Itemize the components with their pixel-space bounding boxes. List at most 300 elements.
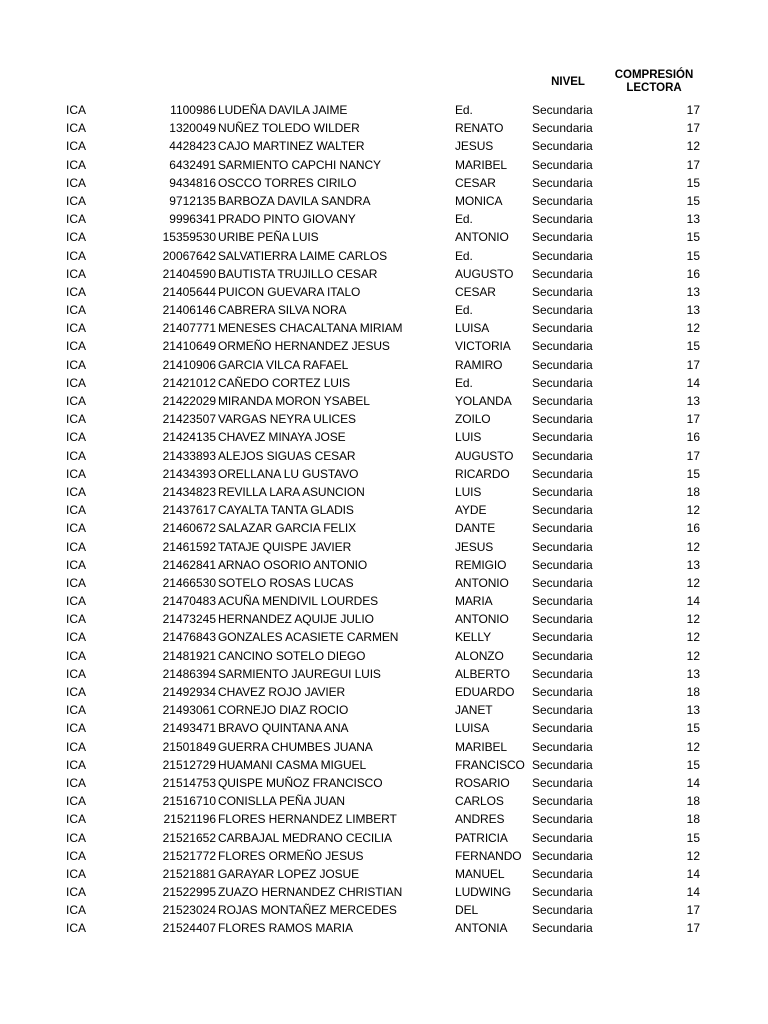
table-row [0,301,768,319]
cell-name: ROJAS MONTAÑEZ MERCEDES [218,903,397,918]
cell-region: ICA [66,830,87,845]
cell-nivel: Secundaria [532,521,593,536]
table-row [0,210,768,228]
header-compresion-line2: LECTORA [626,82,682,94]
cell-score: 17 [686,357,700,372]
header-nivel: NIVEL [551,76,585,88]
cell-score: 17 [686,121,700,136]
cell-name: ALEJOS SIGUAS CESAR [218,448,356,463]
cell-region: ICA [66,266,87,281]
table-body [0,101,768,938]
cell-score: 12 [686,630,700,645]
cell-score: 14 [686,866,700,881]
cell-nivel: Secundaria [532,575,593,590]
cell-score: 15 [686,193,700,208]
cell-extra: AUGUSTO [455,266,514,281]
cell-region: ICA [66,775,87,790]
cell-nivel: Secundaria [532,266,593,281]
cell-nivel: Secundaria [532,903,593,918]
cell-region: ICA [66,866,87,881]
cell-name: SOTELO ROSAS LUCAS [218,575,354,590]
table-row [0,756,768,774]
cell-nivel: Secundaria [532,484,593,499]
cell-name: VARGAS NEYRA ULICES [218,412,356,427]
cell-extra: Ed. [455,103,473,117]
table-row [0,774,768,792]
cell-score: 14 [686,775,700,790]
table-row [0,356,768,374]
cell-code: 21486394 [162,666,216,681]
table-row [0,665,768,683]
cell-code: 21460672 [162,521,216,536]
cell-score: 14 [686,594,700,609]
cell-score: 15 [686,248,700,263]
cell-code: 21523024 [162,903,216,918]
cell-region: ICA [66,412,87,427]
cell-nivel: Secundaria [532,921,593,936]
table-row [0,101,768,119]
table-row [0,519,768,537]
table-row [0,556,768,574]
cell-code: 21521772 [162,848,216,863]
cell-code: 1320049 [169,121,216,136]
cell-region: ICA [66,375,87,390]
cell-extra: CESAR [455,284,496,299]
cell-score: 12 [686,612,700,627]
cell-extra: LUISA [455,721,490,736]
cell-extra: RICARDO [455,466,510,481]
cell-code: 21493471 [162,721,216,736]
cell-code: 21423507 [162,412,216,427]
cell-nivel: Secundaria [532,357,593,372]
cell-nivel: Secundaria [532,612,593,627]
cell-name: CHAVEZ ROJO JAVIER [218,685,346,699]
cell-nivel: Secundaria [532,557,593,572]
cell-extra: ROSARIO [455,775,510,790]
cell-extra: RAMIRO [455,357,503,372]
cell-score: 16 [686,430,700,445]
cell-name: CHAVEZ MINAYA JOSE [218,430,346,445]
cell-score: 14 [686,885,700,900]
cell-name: SARMIENTO JAUREGUI LUIS [218,666,381,681]
cell-extra: CESAR [455,175,496,190]
cell-nivel: Secundaria [532,448,593,463]
table-row [0,792,768,810]
table-row [0,156,768,174]
cell-name: BAUTISTA TRUJILLO CESAR [218,266,378,281]
cell-extra: MARIBEL [455,739,507,754]
cell-region: ICA [66,357,87,372]
cell-code: 21492934 [162,685,216,699]
cell-region: ICA [66,885,87,900]
cell-name: FLORES ORMEÑO JESUS [218,848,364,863]
cell-extra: DANTE [455,521,496,536]
cell-nivel: Secundaria [532,430,593,445]
table-row [0,265,768,283]
cell-score: 12 [686,539,700,554]
cell-name: HUAMANI CASMA MIGUEL [218,757,367,772]
cell-code: 21404590 [162,266,216,281]
table-row [0,847,768,865]
cell-code: 9996341 [169,212,216,227]
cell-nivel: Secundaria [532,885,593,900]
cell-name: URIBE PEÑA LUIS [218,230,319,245]
cell-name: TATAJE QUISPE JAVIER [218,539,352,554]
table-row [0,337,768,355]
cell-name: CABRERA SILVA NORA [218,303,347,318]
cell-region: ICA [66,157,87,172]
cell-code: 21461592 [162,539,216,554]
cell-name: REVILLA LARA ASUNCION [218,484,365,499]
cell-code: 21434823 [162,484,216,499]
cell-region: ICA [66,394,87,408]
cell-region: ICA [66,484,87,499]
cell-region: ICA [66,921,87,936]
cell-region: ICA [66,175,87,190]
table-row [0,829,768,847]
cell-score: 15 [686,830,700,845]
cell-code: 21493061 [162,703,216,718]
cell-score: 13 [686,394,700,408]
cell-name: GARAYAR LOPEZ JOSUE [218,866,360,881]
table-row [0,865,768,883]
cell-nivel: Secundaria [532,503,593,518]
table-row [0,883,768,901]
cell-score: 16 [686,521,700,536]
cell-extra: ANTONIO [455,612,509,627]
cell-code: 21437617 [162,503,216,518]
table-row [0,501,768,519]
cell-extra: MARIA [455,594,493,609]
table-row [0,719,768,737]
cell-region: ICA [66,230,87,245]
cell-region: ICA [66,703,87,718]
cell-region: ICA [66,812,87,827]
cell-extra: LUIS [455,484,482,499]
cell-code: 21470483 [162,594,216,609]
cell-score: 12 [686,848,700,863]
table-row [0,410,768,428]
cell-name: QUISPE MUÑOZ FRANCISCO [218,775,383,790]
cell-score: 15 [686,466,700,481]
table-row [0,465,768,483]
cell-region: ICA [66,848,87,863]
cell-code: 21407771 [162,321,216,336]
header-compresion-lectora [606,69,702,95]
table-row [0,647,768,665]
cell-region: ICA [66,903,87,918]
cell-extra: MARIBEL [455,157,507,172]
cell-code: 6432491 [169,157,216,172]
cell-extra: Ed. [455,212,473,227]
cell-extra: JANET [455,703,493,718]
cell-nivel: Secundaria [532,321,593,336]
cell-extra: ALBERTO [455,666,510,681]
cell-extra: VICTORIA [455,339,511,354]
cell-nivel: Secundaria [532,175,593,190]
cell-name: CAYALTA TANTA GLADIS [218,503,354,518]
cell-score: 18 [686,484,700,499]
cell-score: 13 [686,666,700,681]
cell-score: 13 [686,703,700,718]
cell-code: 21405644 [162,284,216,299]
cell-region: ICA [66,794,87,809]
cell-nivel: Secundaria [532,775,593,790]
cell-region: ICA [66,139,87,154]
cell-nivel: Secundaria [532,412,593,427]
cell-score: 12 [686,321,700,336]
cell-score: 17 [686,412,700,427]
cell-nivel: Secundaria [532,703,593,718]
cell-extra: ALONZO [455,648,504,663]
cell-name: HERNANDEZ AQUIJE JULIO [218,612,374,627]
cell-nivel: Secundaria [532,539,593,554]
table-row [0,483,768,501]
cell-extra: MONICA [455,193,503,208]
table-row [0,137,768,155]
cell-name: MENESES CHACALTANA MIRIAM [218,321,403,336]
cell-region: ICA [66,648,87,663]
cell-region: ICA [66,448,87,463]
cell-code: 21433893 [162,448,216,463]
cell-nivel: Secundaria [532,466,593,481]
table-row [0,247,768,265]
cell-region: ICA [66,193,87,208]
cell-region: ICA [66,248,87,263]
cell-score: 13 [686,303,700,318]
cell-name: BARBOZA DAVILA SANDRA [218,193,371,208]
cell-name: GONZALES ACASIETE CARMEN [218,630,399,645]
cell-region: ICA [66,284,87,299]
cell-name: GUERRA CHUMBES JUANA [218,739,373,754]
cell-extra: EDUARDO [455,685,515,699]
cell-score: 18 [686,685,700,699]
cell-nivel: Secundaria [532,284,593,299]
cell-region: ICA [66,739,87,754]
cell-score: 16 [686,266,700,281]
cell-extra: YOLANDA [455,394,512,408]
table-row [0,919,768,937]
cell-code: 21422029 [162,394,216,408]
cell-code: 21421012 [162,375,216,390]
cell-score: 17 [686,448,700,463]
cell-nivel: Secundaria [532,721,593,736]
cell-nivel: Secundaria [532,248,593,263]
cell-score: 15 [686,721,700,736]
cell-extra: ANTONIO [455,230,509,245]
cell-score: 15 [686,757,700,772]
cell-code: 21512729 [162,757,216,772]
cell-code: 4428423 [169,139,216,154]
table-row [0,119,768,137]
cell-code: 21406146 [162,303,216,318]
table-row [0,192,768,210]
cell-score: 17 [686,903,700,918]
cell-nivel: Secundaria [532,794,593,809]
cell-name: CARBAJAL MEDRANO CECILIA [218,830,392,845]
table-row [0,628,768,646]
cell-nivel: Secundaria [532,212,593,227]
table-row [0,283,768,301]
cell-score: 15 [686,339,700,354]
cell-score: 12 [686,139,700,154]
cell-extra: LUIS [455,430,482,445]
cell-name: LUDEÑA DAVILA JAIME [218,103,348,117]
cell-nivel: Secundaria [532,848,593,863]
cell-score: 17 [686,157,700,172]
cell-extra: LUISA [455,321,490,336]
cell-extra: Ed. [455,303,473,318]
cell-region: ICA [66,557,87,572]
table-row [0,374,768,392]
cell-code: 21476843 [162,630,216,645]
cell-region: ICA [66,121,87,136]
cell-extra: AYDE [455,503,487,518]
table-row [0,738,768,756]
cell-nivel: Secundaria [532,230,593,245]
cell-region: ICA [66,757,87,772]
cell-nivel: Secundaria [532,594,593,609]
table-row [0,683,768,701]
cell-nivel: Secundaria [532,830,593,845]
cell-name: BRAVO QUINTANA ANA [218,721,349,736]
cell-name: CAÑEDO CORTEZ LUIS [218,375,350,390]
cell-code: 21410906 [162,357,216,372]
cell-extra: ANTONIO [455,575,509,590]
header-compresion-line1: COMPRESIÓN [614,69,694,81]
cell-code: 21410649 [162,339,216,354]
cell-nivel: Secundaria [532,193,593,208]
cell-name: FLORES RAMOS MARIA [218,921,353,936]
cell-extra: PATRICIA [455,830,508,845]
cell-region: ICA [66,721,87,736]
cell-extra: FERNANDO [455,848,522,863]
cell-code: 21521652 [162,830,216,845]
cell-name: CONISLLA PEÑA JUAN [218,794,345,809]
cell-extra: ANDRES [455,812,505,827]
cell-code: 21524407 [162,921,216,936]
cell-code: 9712135 [169,193,216,208]
cell-code: 21514753 [162,775,216,790]
cell-score: 18 [686,794,700,809]
cell-extra: FRANCISCO [455,757,525,772]
cell-extra: Ed. [455,248,473,263]
cell-code: 21434393 [162,466,216,481]
cell-score: 13 [686,212,700,227]
cell-extra: MANUEL [455,866,505,881]
cell-code: 21466530 [162,575,216,590]
cell-extra: AUGUSTO [455,448,514,463]
table-row [0,428,768,446]
cell-name: FLORES HERNANDEZ LIMBERT [218,812,397,827]
cell-region: ICA [66,103,87,117]
cell-code: 20067642 [162,248,216,263]
cell-nivel: Secundaria [532,339,593,354]
table-row [0,392,768,410]
table-row [0,592,768,610]
cell-region: ICA [66,575,87,590]
cell-score: 12 [686,739,700,754]
cell-score: 12 [686,503,700,518]
cell-extra: LUDWING [455,885,511,900]
cell-region: ICA [66,303,87,318]
cell-name: SARMIENTO CAPCHI NANCY [218,157,381,172]
cell-nivel: Secundaria [532,394,593,408]
cell-name: MIRANDA MORON YSABEL [218,394,370,408]
cell-region: ICA [66,612,87,627]
cell-name: ACUÑA MENDIVIL LOURDES [218,594,379,609]
table-row [0,174,768,192]
cell-code: 21462841 [162,557,216,572]
table-row [0,319,768,337]
cell-code: 9434816 [169,175,216,190]
cell-name: ORELLANA LU GUSTAVO [218,466,359,481]
table-row [0,810,768,828]
cell-name: CORNEJO DIAZ ROCIO [218,703,349,718]
cell-extra: JESUS [455,139,494,154]
cell-region: ICA [66,685,87,699]
cell-name: ARNAO OSORIO ANTONIO [218,557,368,572]
table-row [0,610,768,628]
cell-extra: Ed. [455,375,473,390]
cell-extra: DEL [455,903,479,918]
cell-extra: KELLY [455,630,491,645]
cell-code: 21521196 [163,812,216,827]
cell-nivel: Secundaria [532,812,593,827]
cell-extra: REMIGIO [455,557,507,572]
cell-nivel: Secundaria [532,103,593,117]
cell-name: SALAZAR GARCIA FELIX [218,521,357,536]
cell-region: ICA [66,430,87,445]
cell-name: PRADO PINTO GIOVANY [218,212,356,227]
cell-code: 21516710 [162,794,216,809]
cell-region: ICA [66,630,87,645]
cell-nivel: Secundaria [532,303,593,318]
cell-extra: ANTONIA [455,921,508,936]
cell-region: ICA [66,666,87,681]
table-row [0,574,768,592]
cell-code: 21424135 [162,430,216,445]
cell-name: ZUAZO HERNANDEZ CHRISTIAN [218,885,403,900]
cell-region: ICA [66,503,87,518]
cell-name: OSCCO TORRES CIRILO [218,175,357,190]
cell-name: SALVATIERRA LAIME CARLOS [218,248,387,263]
cell-region: ICA [66,539,87,554]
table-row [0,538,768,556]
cell-region: ICA [66,321,87,336]
cell-code: 21501849 [162,739,216,754]
cell-extra: ZOILO [455,412,491,427]
cell-code: 1100986 [170,103,216,117]
cell-score: 18 [686,812,700,827]
cell-name: PUICON GUEVARA ITALO [218,284,361,299]
cell-score: 15 [686,175,700,190]
cell-nivel: Secundaria [532,121,593,136]
table-row [0,901,768,919]
cell-name: NUÑEZ TOLEDO WILDER [218,121,360,136]
cell-score: 15 [686,230,700,245]
cell-nivel: Secundaria [532,866,593,881]
cell-name: ORMEÑO HERNANDEZ JESUS [218,339,390,354]
cell-name: CANCINO SOTELO DIEGO [218,648,366,663]
cell-name: GARCIA VILCA RAFAEL [218,357,349,372]
cell-nivel: Secundaria [532,139,593,154]
table-row [0,447,768,465]
cell-score: 17 [686,921,700,936]
cell-score: 17 [686,103,700,117]
cell-nivel: Secundaria [532,648,593,663]
cell-region: ICA [66,521,87,536]
